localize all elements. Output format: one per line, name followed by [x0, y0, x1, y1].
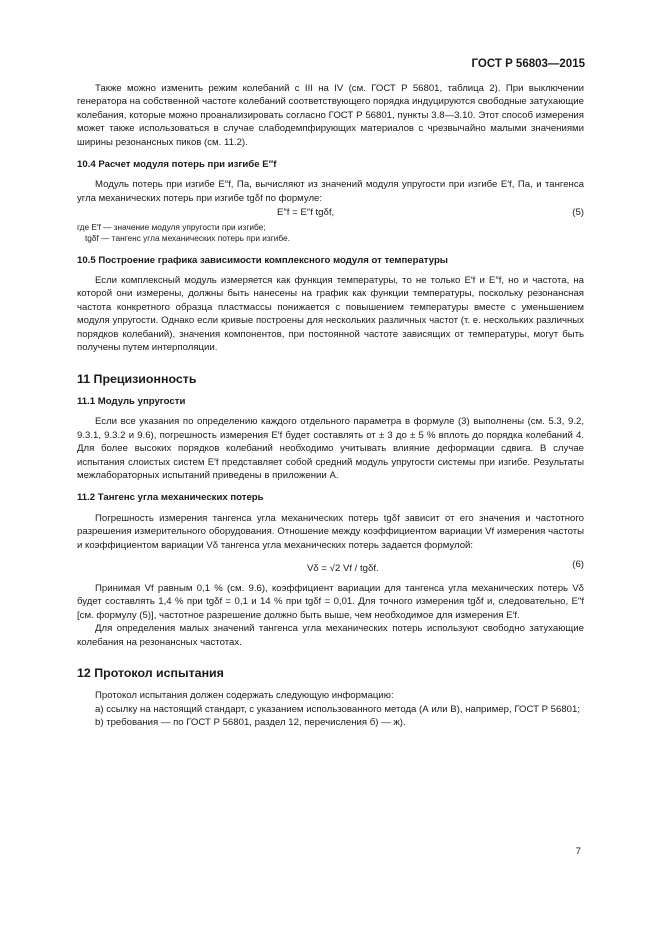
- page-number: 7: [575, 846, 581, 857]
- formula-6: [77, 558, 584, 578]
- section-11-heading: 11 Прецизионность: [77, 371, 197, 386]
- section-10-5-text: Если комплексный модуль измеряется как функция температуры, то не только E′f и E″f, но и частота, на которой они измерены, должны быть нанесены на график как функции температуры, поскольку резонансная частота конкретного образца пластмассы понижается с повышением температуры вместе с уменьшением модуля упругости. Однако если кривые построены для нескольких различных частот (т. е. нескольких различных порядков колебаний), значения компонентов, при постоянной частоте зависящих от температуры, могут быть получены путем интерполяции.: [77, 275, 584, 354]
- section-12-item-a: a) ссылку на настоящий стандарт, с указанием использованного метода (А или В), например, ГОСТ Р 56801;: [95, 703, 581, 715]
- intro-paragraph: Также можно изменить режим колебаний с III на IV (см. ГОСТ Р 56801, таблица 2). При выключении генератора на собственной частоте колебаний соответствующего порядка индуцируются свободные затухающие колебания, которые можно проанализировать согласно ГОСТ Р 56801, пункты 3.8—3.10. Этот способ измерения может также использоваться в случае слабодемпфирующих материалов с чрезвычайно малыми значениями ширины резонансных пиков (см. 11.2).: [77, 83, 584, 148]
- section-11-2-text-3: Для определения малых значений тангенса угла механических потерь используют свободно затухающие колебания на резонансных частотах.: [77, 623, 584, 648]
- where-line-1: где E′f — значение модуля упругости при изгибе;: [77, 222, 266, 233]
- document-header: ГОСТ Р 56803—2015: [471, 58, 585, 70]
- formula-5: [77, 206, 584, 219]
- formula-5-number: (5): [572, 207, 584, 219]
- document-body: [77, 82, 584, 730]
- section-10-5-heading: 10.5 Построение графика зависимости комплексного модуля от температуры: [77, 254, 449, 266]
- section-12-item-b: b) требования — по ГОСТ Р 56801, раздел 12, перечисления б) — ж).: [95, 717, 406, 729]
- section-11-2-heading: 11.2 Тангенс угла механических потерь: [77, 492, 264, 504]
- section-11-2-text: Погрешность измерения тангенса угла механических потерь tgδf зависит от его значения и частотного разрешения измерительного оборудования. Отношение между коэффициентом вариации Vf измерения частоты и коэффициентом вариации Vδ тангенса угла механических потерь задается формулой:: [77, 512, 584, 551]
- section-12-heading: 12 Протокол испытания: [77, 666, 224, 680]
- section-11-1-text: Если все указания по определению каждого отдельного параметра в формуле (3) выполнены (см. 5.3, 9.2, 9.3.1, 9.3.2 и 9.6), погрешность измерения E′f будет составлять от ± 3 до ± 5 % вплоть до порядка колебаний 4. Для более высоких порядков колебаний необходимо учитывать влияние деформации сдвига. В случае испытания слоистых систем E′f представляет собой средний модуль упругости системы при изгибе. Результаты межлабораторных испытаний приведены в приложении А.: [77, 416, 584, 481]
- formula-6-number: (6): [572, 558, 584, 570]
- section-11-1-heading: 11.1 Модуль упругости: [77, 395, 186, 407]
- section-10-4-heading: 10.4 Расчет модуля потерь при изгибе E″f: [77, 159, 277, 171]
- section-12-intro: Протокол испытания должен содержать следующую информацию:: [95, 690, 394, 702]
- section-11-2-text-2: Принимая Vf равным 0,1 % (см. 9.6), коэффициент вариации для тангенса угла механических потерь Vδ будет составлять 1,4 % при tgδf = 0,1 и 14 % при tgδf = 0,01. Для точного измерения tgδf и, следовательно, E″f [см. формулу (5)], частотное разрешение должно быть выше, чем необходимое для измерения E′f.: [77, 582, 584, 621]
- formula-5-expression: E″f = E″f tgδf,: [277, 207, 335, 219]
- formula-6-expression: Vδ = √2 Vf / tgδf.: [307, 562, 379, 574]
- where-line-2: tgδf — тангенс угла механических потерь при изгибе.: [85, 233, 290, 244]
- section-10-4-text: Модуль потерь при изгибе E″f, Па, вычисляют из значений модуля упругости при изгибе E′f, Па, и тангенса угла механических потерь при изгибе tgδf по формуле:: [77, 179, 584, 204]
